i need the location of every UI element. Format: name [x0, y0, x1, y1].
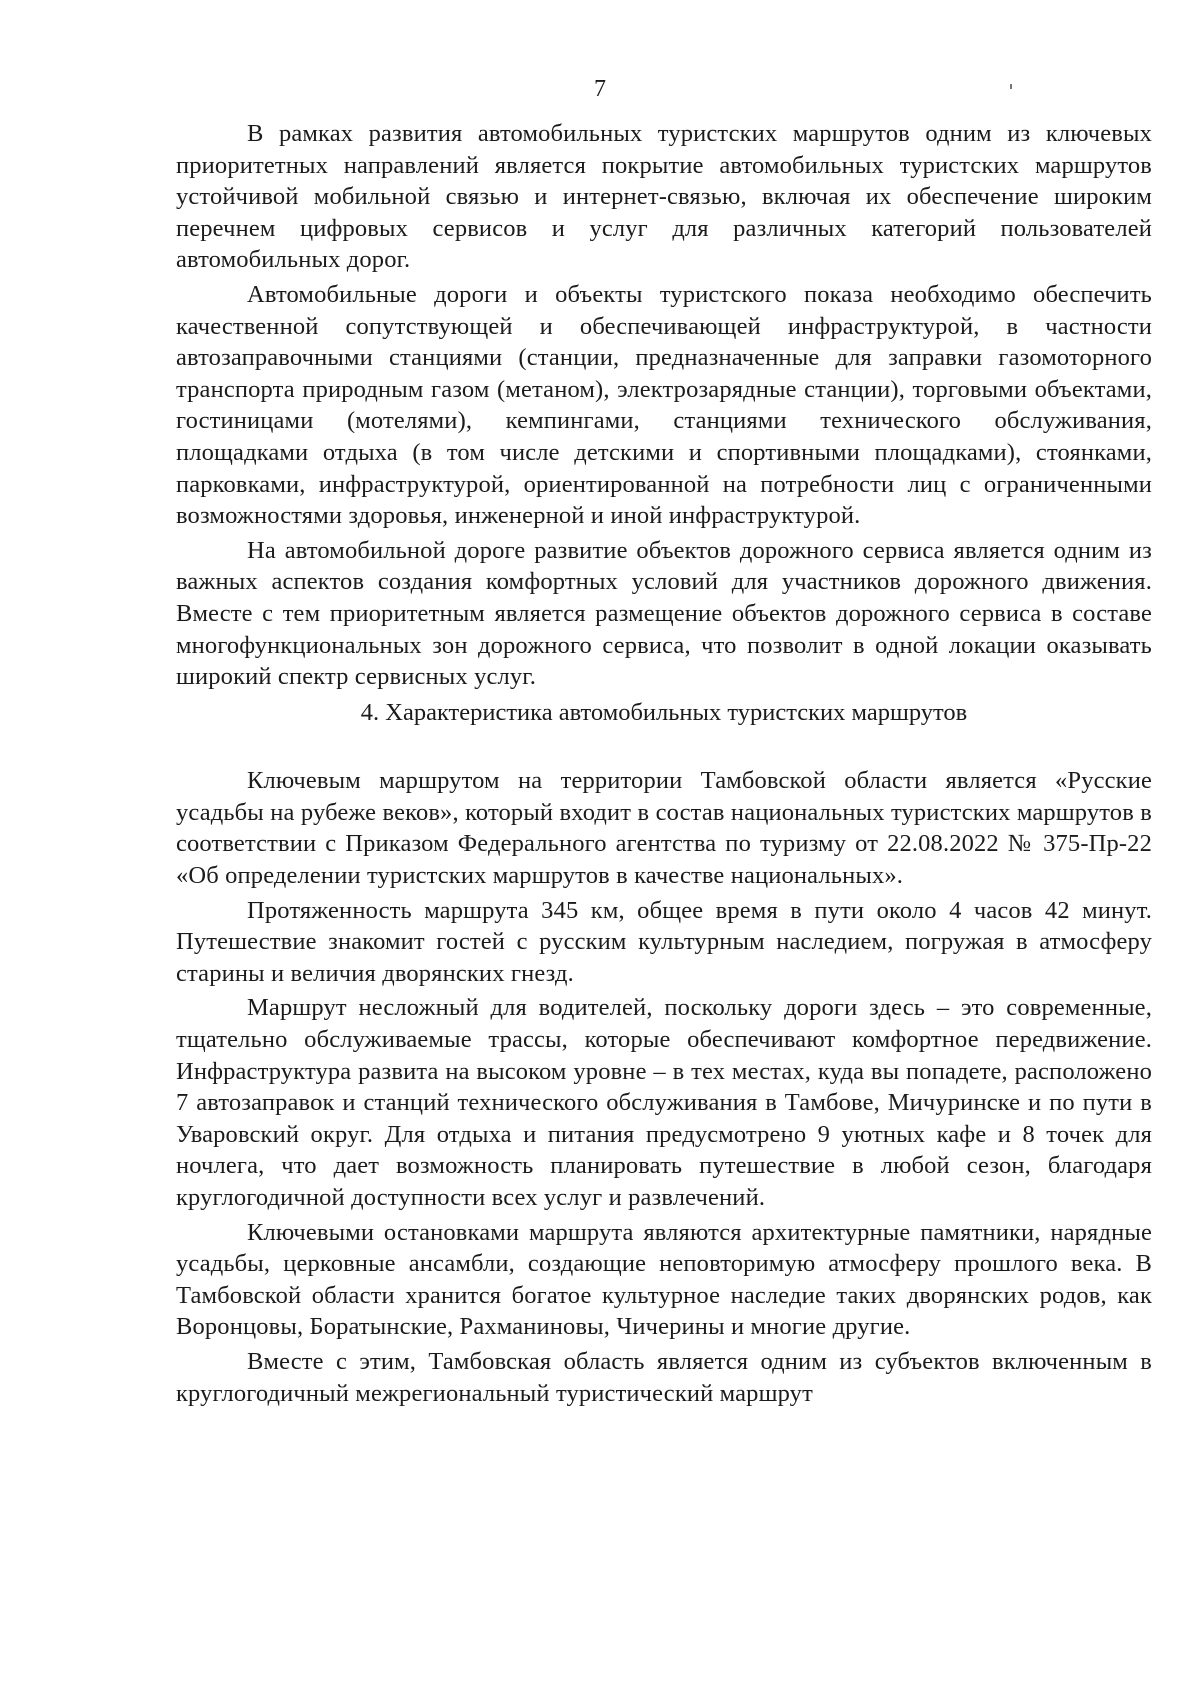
scan-artifact [1010, 84, 1012, 89]
paragraph-mobile-connectivity: В рамках развития автомобильных туристских маршрутов одним из ключевых приоритетных направлений является покрытие автомобильных туристских маршрутов устойчивой мобильной связью и интернет-связью, включая их обеспечение широким перечнем цифровых сервисов и услуг для различных категорий пользователей автомобильных дорог. [176, 120, 1152, 274]
paragraph-infrastructure: Автомобильные дороги и объекты туристского показа необходимо обеспечить качественной сопутствующей и обеспечивающей инфраструктурой, в частности автозаправочными станциями (станции, предназначенные для заправки газомоторного транспорта природным газом (метаном), электрозарядные станции), торговыми объектами, гостиницами (мотелями), кемпингами, станциями технического обслуживания, площадками отдыха (в том числе детскими и спортивными площадками), стоянками, парковками, инфраструктурой, ориентированной на потребности лиц с ограниченными возможностями здоровья, инженерной и иной инфраструктурой. [176, 280, 1152, 530]
paragraph-road-service: На автомобильной дороге развитие объектов дорожного сервиса является одним из важных аспектов создания комфортных условий для участников дорожного движения. Вместе с тем приоритетным является размещение объектов дорожного сервиса в составе многофункциональных зон дорожного сервиса, что позволит в одной локации оказывать широкий спектр сервисных услуг. [176, 536, 1152, 691]
section-heading: 4. Характеристика автомобильных туристских маршрутов [360, 698, 968, 726]
page-number: 7 [594, 76, 606, 102]
paragraph-interregional-route: Вместе с этим, Тамбовская область является одним из субъектов включенным в круглогодичный межрегиональный туристический маршрут [176, 1347, 1152, 1407]
document-body [176, 118, 1152, 1409]
paragraph-key-route: Ключевым маршрутом на территории Тамбовской области является «Русские усадьбы на рубеже веков», который входит в состав национальных туристских маршрутов в соответствии с Приказом Федерального агентства по туризму от 22.08.2022 № 375-Пр-22 «Об определении туристских маршрутов в качестве национальных». [176, 767, 1152, 890]
paragraph-route-length: Протяженность маршрута 345 км, общее время в пути около 4 часов 42 минут. Путешествие знакомит гостей с русским культурным наследием, погружая в атмосферу старины и величия дворянских гнезд. [176, 896, 1152, 987]
paragraph-route-infrastructure: Маршрут несложный для водителей, поскольку дороги здесь – это современные, тщательно обслуживаемые трассы, которые обеспечивают комфортное передвижение. Инфраструктура развита на высоком уровне – в тех местах, куда вы попадете, расположено 7 автозаправок и станций технического обслуживания в Тамбове, Мичуринске и по пути в Уваровский округ. Для отдыха и питания предусмотрено 9 уютных кафе и 8 точек для ночлега, что дает возможность планировать путешествие в любой сезон, благодаря круглогодичной доступности всех услуг и развлечений. [176, 994, 1152, 1211]
paragraph-key-stops: Ключевыми остановками маршрута являются архитектурные памятники, нарядные усадьбы, церковные ансамбли, создающие неповторимую атмосферу прошлого века. В Тамбовской области хранится богатое культурное наследие таких дворянских родов, как Воронцовы, Боратынские, Рахманиновы, Чичерины и многие другие. [176, 1218, 1152, 1341]
